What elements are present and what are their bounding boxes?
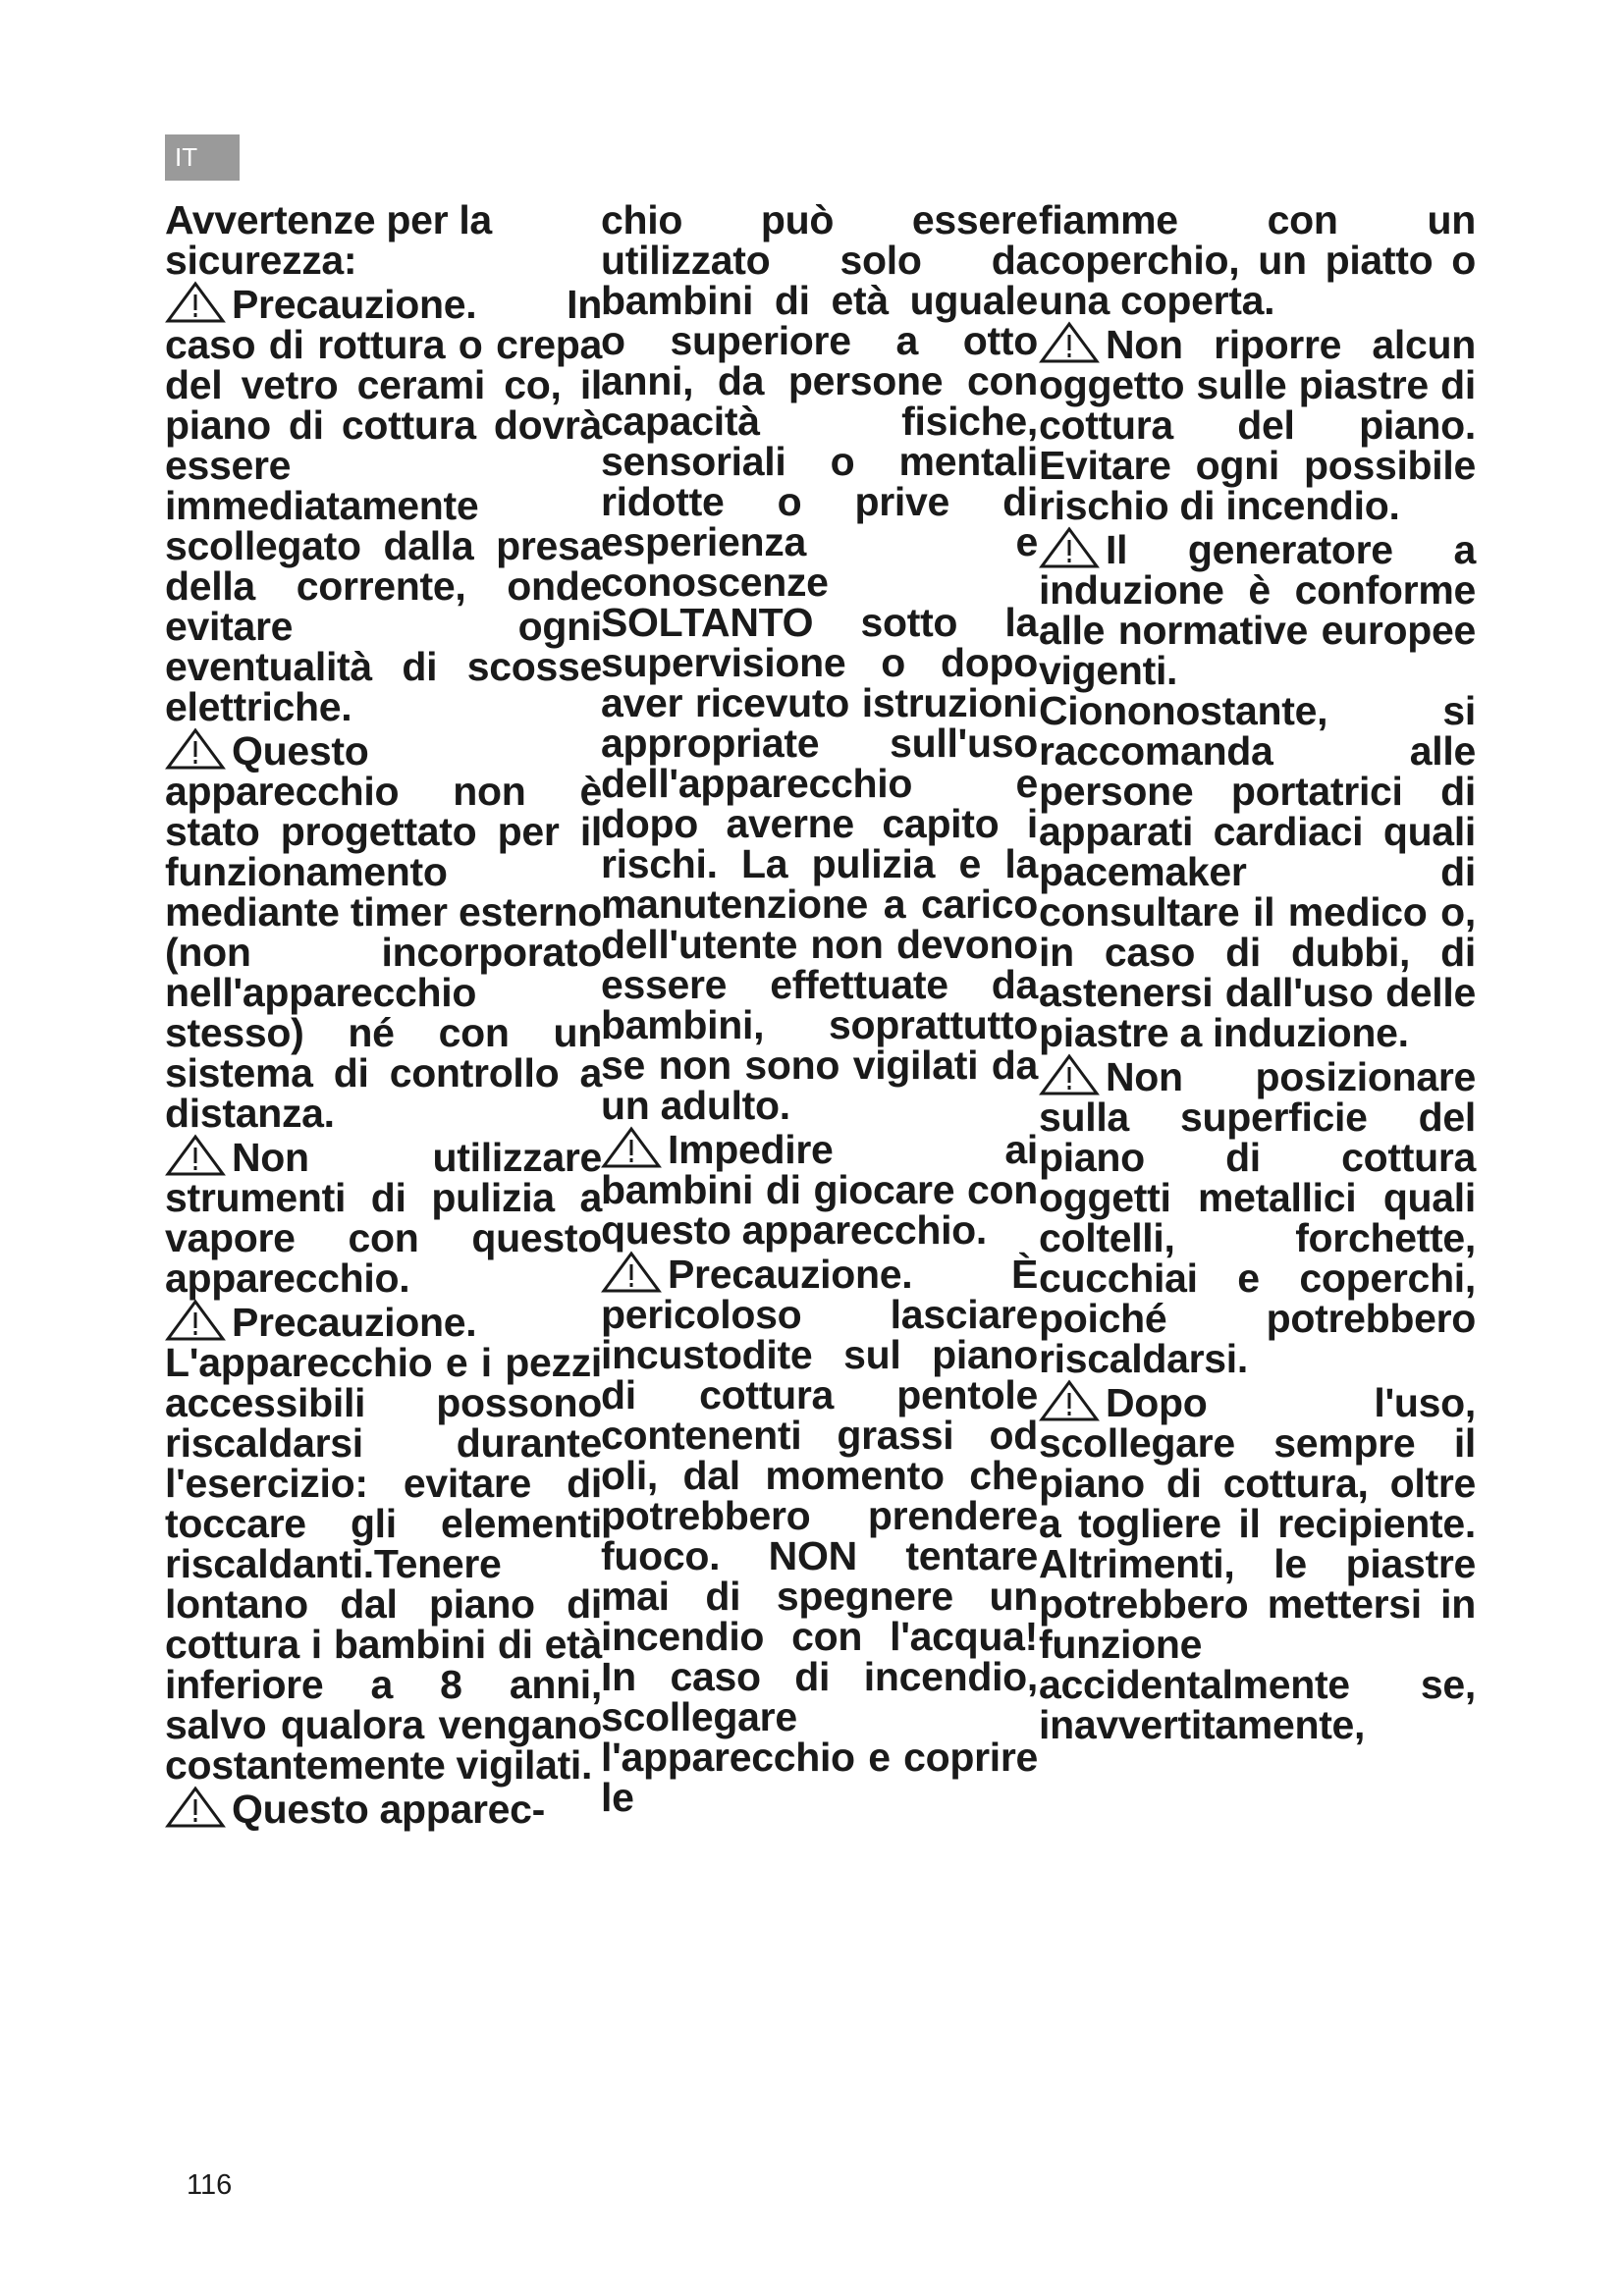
paragraph-text: Non posizionare sulla superficie del piano di cottura oggetti metallici quali coltelli, forchette, cucchiai e coperchi, poiché potrebbero riscaldarsi. [1039,1054,1476,1381]
warning-triangle-icon [165,727,226,771]
continued-paragraph [601,197,1038,1128]
language-tab: IT [165,134,240,181]
warning-triangle-icon [601,1126,662,1169]
paragraph-text: Impedire ai bambini di giocare con questo apparecchio. [601,1127,1038,1253]
warning-paragraph [165,727,602,1134]
warning-paragraph [165,1134,602,1299]
warning-triangle-icon [1039,321,1100,364]
warning-paragraph [1039,321,1476,526]
warning-triangle-icon [1039,1379,1100,1422]
continued-paragraph [1039,197,1476,323]
paragraph-text: Non riporre alcun oggetto sulle piastre di cottura del piano. Evitare ogni possibile rischio di incendio. [1039,322,1476,528]
paragraph-text: Il generatore a induzione è conforme alle normative europee vigenti. Ciononostante, si raccomanda alle persone portatrici di apparati cardiaci quali pacemaker di consultare il medico o, in caso di dubbi, di astenersi dall'uso delle piastre a induzione. [1039,527,1476,1055]
warning-triangle-icon [601,1251,662,1294]
paragraph-text: Precauzione. L'apparecchio e i pezzi accessibili possono riscaldarsi durante l'esercizio: evitare di toccare gli elementi riscaldanti.Tenere lontano dal piano di cottura i bambini di età inferiore a 8 anni, salvo qualora vengano costantemente vigilati. [165,1300,602,1788]
section-heading: Avvertenze per la sicurezza: [165,197,492,283]
paragraph-text: Dopo l'uso, scollegare sempre il piano di cottura, oltre a togliere il recipiente. Altrimenti, le piastre potrebbero mettersi in funzione accidentalmente se, inavvertitamente, [1039,1380,1476,1747]
warning-triangle-icon [1039,1053,1100,1096]
paragraph-text: Precauzione. In caso di rottura o crepa del vetro cerami co, il piano di cottura dovrà essere immediatamente scollegato dalla presa della corrente, onde evitare ogni eventualità di scosse elettriche. [165,282,602,729]
warning-paragraph [1039,526,1476,1053]
text-column-2 [601,197,1038,1820]
warning-paragraph [1039,1379,1476,1745]
text-column-1 [165,197,602,1832]
warning-triangle-icon [165,1299,226,1342]
warning-paragraph [165,281,602,727]
paragraph-text: fiamme con un coperchio, un piatto o una coperta. [1039,197,1476,323]
warning-paragraph [165,1299,602,1786]
warning-paragraph [601,1126,1038,1251]
paragraph-text: Questo apparecchio non è stato progettato per il funzionamento mediante timer esterno (non incorporato nell'apparecchio stesso) né con un sistema di controllo a distanza. [165,728,602,1136]
paragraph-text: chio può essere utilizzato solo da bambini di età uguale o superiore a otto anni, da persone con capacità fisiche, sensoriali o mentali ridotte o prive di esperienza e conoscenze SOLTANTO sotto la supervisione o dopo aver ricevuto istruzioni appropriate sull'uso dell'apparecchio e dopo averne capito i rischi. La pulizia e la manutenzione a carico dell'utente non devono essere effettuate da bambini, soprattutto se non sono vigilati da un adulto. [601,197,1038,1128]
page-number: 116 [187,2169,233,2201]
warning-paragraph [165,1786,602,1830]
warning-triangle-icon [1039,526,1100,569]
warning-triangle-icon [165,1786,226,1829]
warning-triangle-icon [165,281,226,324]
text-column-3 [1039,197,1476,1747]
paragraph-text: Non utilizzare strumenti di pulizia a vapore con questo apparecchio. [165,1135,602,1301]
paragraph-text: Precauzione. È pericoloso lasciare incustodite sul piano di cottura pentole contenenti grassi od oli, dal momento che potrebbero prendere fuoco. NON tentare mai di spegnere un incendio con l'acqua! In caso di incendio, scollegare l'apparecchio e coprire le [601,1252,1038,1820]
warning-paragraph [601,1251,1038,1818]
warning-triangle-icon [165,1134,226,1177]
warning-paragraph [1039,1053,1476,1379]
paragraph-text: Questo apparec- [232,1787,546,1832]
